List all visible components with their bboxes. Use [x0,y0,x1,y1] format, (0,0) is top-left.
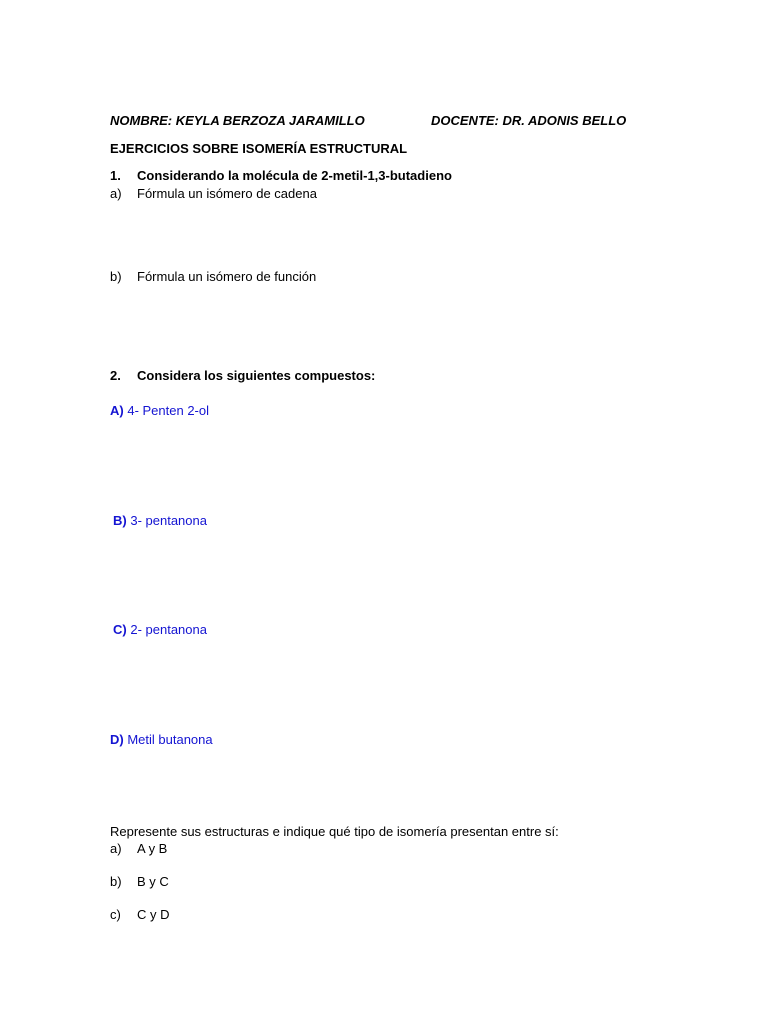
compound-marker: C) [113,622,127,637]
student-name: NOMBRE: KEYLA BERZOZA JARAMILLO [110,113,365,128]
pair-text: C y D [137,907,170,922]
pair-marker: a) [110,841,122,856]
compound-marker: D) [110,732,124,747]
pair-marker: b) [110,874,122,889]
compound-b [113,513,207,529]
compound-c [113,622,207,638]
compound-d [110,732,213,748]
question-2 [110,368,375,384]
item-marker: a) [110,186,122,201]
document-title: EJERCICIOS SOBRE ISOMERÍA ESTRUCTURAL [110,141,408,156]
compound-marker: A) [110,403,124,418]
compound-a [110,403,209,419]
teacher-name: DOCENTE: DR. ADONIS BELLO [431,113,627,128]
question-2-number: 2. [110,368,121,383]
compound-name: 3- pentanona [130,513,207,528]
pair-text: B y C [137,874,169,889]
question-1-number: 1. [110,168,121,183]
instruction-text: Represente sus estructuras e indique qué tipo de isomería presentan entre sí: [110,824,559,839]
compound-name: Metil butanona [127,732,213,747]
pair-text: A y B [137,841,168,856]
question-2-text: Considera los siguientes compuestos: [137,368,376,383]
question-1 [110,168,452,184]
item-text: Fórmula un isómero de cadena [137,186,317,201]
compound-name: 2- pentanona [130,622,207,637]
question-1-item-a [110,186,317,202]
compound-marker: B) [113,513,127,528]
pair-a [110,841,167,857]
pair-marker: c) [110,907,121,922]
compound-name: 4- Penten 2-ol [127,403,210,418]
question-1-text: Considerando la molécula de 2-metil-1,3-butadieno [137,168,452,183]
pair-b [110,874,169,890]
item-marker: b) [110,269,122,284]
item-text: Fórmula un isómero de función [137,269,317,284]
question-1-item-b [110,269,316,285]
pair-c [110,907,170,923]
